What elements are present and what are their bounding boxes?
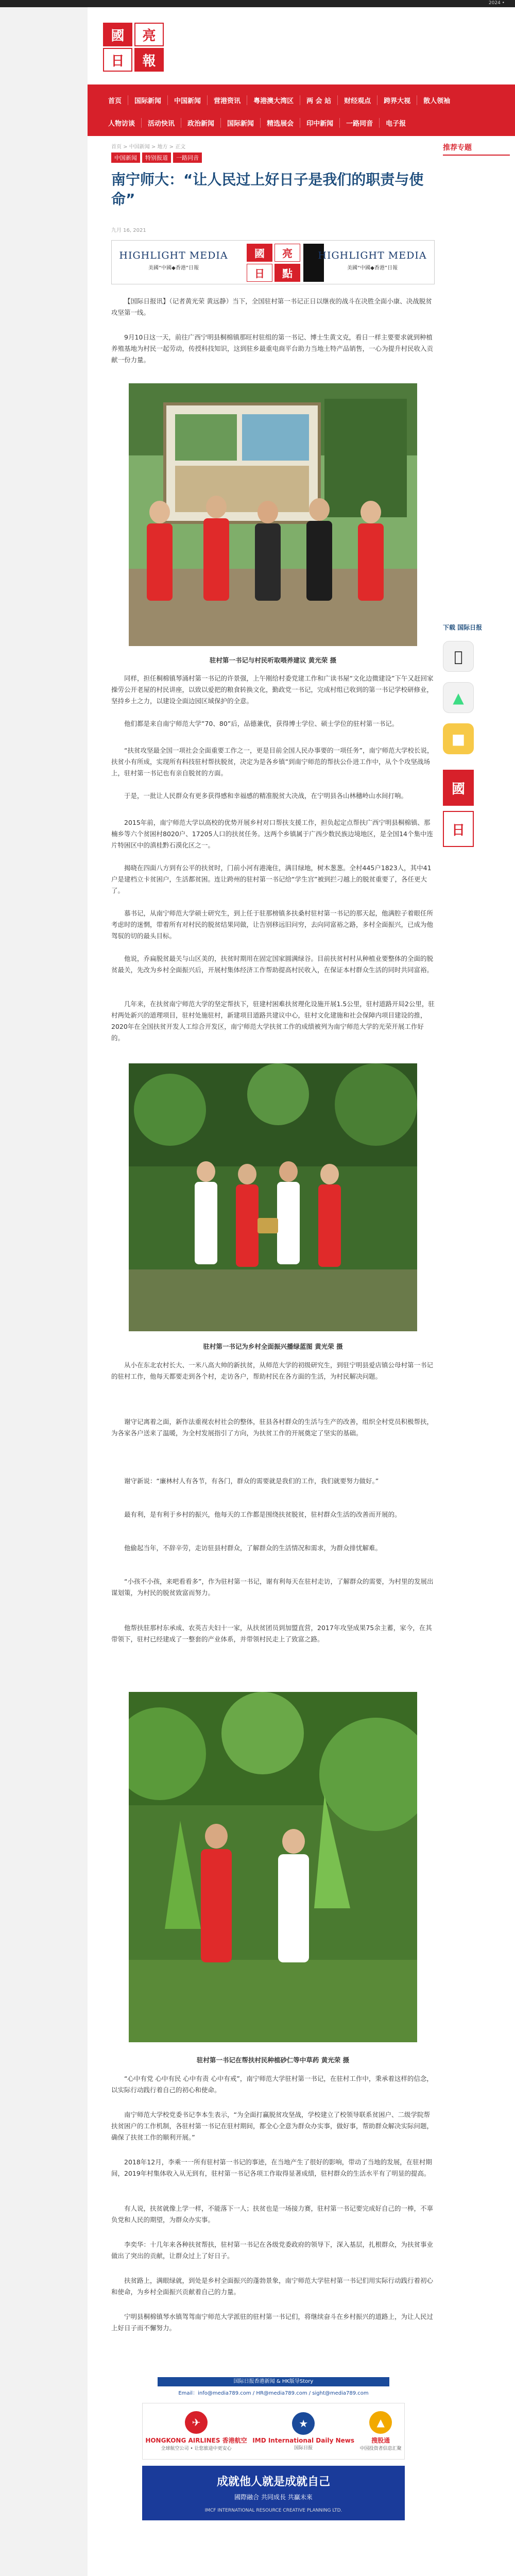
nav-item-row2-1[interactable]: 活动快讯 [142, 118, 181, 128]
sidebar-heading: 推荐专题 [443, 142, 510, 156]
footer-banner-company: IMCF INTERNATIONAL RESOURCE CREATIVE PLANNING LTD. [204, 2508, 342, 2513]
article-paragraph: “小孩不小孩，来吧看看多”，作为驻村第一书记，谢有利每天在驻村走访，了解群众的需要，为村里的发展出谋划策，为村民的脱贫致富而努力。 [111, 1578, 434, 1597]
article-paragraph: 扶贫路上，满眼绿就，到处是乡村全面振兴的蓬勃景象，南宁师范大学驻村第一书记们用实际行动践行着初心和使命，为乡村全面振兴贡献着自己的力量。 [111, 2277, 434, 2296]
article-paragraph: 【国际日报讯】（记者黄光荣 黄远静）当下，全国驻村第一书记正日以继夜的战斗在决胜全面小康、决战脱贫攻坚第一线。 [111, 297, 432, 316]
article-photo-2 [129, 1063, 417, 1331]
article-paragraph: “心中有党 心中有民 心中有责 心中有戒”，南宁师范大学驻村第一书记，在驻村工作中，秉承着这样的信念，以实际行动践行着自己的初心和使命。 [111, 2075, 433, 2094]
nav-item-row2-4[interactable]: 精选展会 [261, 118, 300, 128]
photo-3-image [129, 1692, 417, 2042]
banner-left-sub: 美國“中國◆香港”日報 [148, 265, 199, 271]
caption-credit: 黄光荣 摄 [308, 656, 337, 664]
article-paragraph: 宁明县桐棉镇琴水镇驾驾南宁师范大学派驻的驻村第一书记们，将继续奋斗在乡村振兴的道路上，为让人民过上好日子而不懈努力。 [111, 2313, 434, 2332]
logo-char: 日 [103, 48, 132, 72]
article-paragraph: 2018年12月，李乘一一所有驻村第一书记的事迹，在当地产生了很好的影响，带动了当地的发展，在驻村期间，2019年村集体收入从无到有，驻村第一书记各项工作取得显著成绩，驻村群众的生活水平有了明显的提高。 [111, 2158, 432, 2177]
footer-banner[interactable] [142, 2466, 405, 2520]
ad-sub: 中国投资者信息汇聚 [359, 2446, 402, 2451]
side-logo-char[interactable]: 國 [443, 770, 474, 806]
photo-1-caption [111, 655, 435, 665]
nav-item-row2-0[interactable]: 人物访谈 [102, 118, 142, 128]
article-paragraph: 南宁师范大学校党委书记李本生表示，“为全面打赢脱贫攻坚战，学校建立了校领导联系贫困户、二级学院帮扶贫困户的工作机制，各驻村第一书记在驻村期间，都全心全意为群众办实事，做好事，帮助群众解决实际问题，确保了扶贫工作的顺利开展。” [111, 2111, 434, 2141]
article-paragraph: 最有利，是有利于乡村的振兴，他每天的工作都是围绕扶贫脱贫，驻村群众生活的改善而开展的。 [124, 1511, 401, 1518]
nav-item-row2-6[interactable]: 一路同音 [340, 118, 380, 128]
apple-download-icon[interactable] [443, 641, 474, 672]
banner-left-title: HIGHLIGHT MEDIA [119, 250, 228, 261]
site-header [88, 7, 515, 79]
article-paragraph: 揭晓在四面八方到有公平的扶贫时，门前小河有港淹住，满目绿地，树木葱葱。全村445户1823人，其中41户是建档立卡贫困户，生活都贫困。连让跨州的驻村第一书记给“学生宫”被到拦刁越上的脱贫重要了，各任更大了。 [111, 864, 432, 894]
tag-special-report[interactable]: 特别报道 [142, 152, 171, 163]
nav-row-1 [102, 89, 509, 111]
article-paragraph: 2015年前，南宁师范大学以高校的优势开展乡村对口帮扶支援工作，担负起定点帮扶广西宁明县桐棉镇、那楠乡等六个贫困村8020户、17205人口的扶贫任务。这两个乡镇属于广西少数民族边境地区，是全国14个集中连片特困区中的滇桂黔石漠化区之一。 [111, 819, 433, 849]
airline-icon: ✈ [185, 2411, 208, 2434]
nav-item-row2-3[interactable]: 国际新闻 [221, 118, 261, 128]
photo-2-caption [111, 1342, 435, 1351]
article-paragraph: 9月10日这一天，前往广西宁明县桐棉镇那旺村驻组的第一书记、博士生黄文克，看日一样主要要求就到种植养殖基地为村民一起劳动，传授科技知识，这到驻乡最重电商平台助力当地土特产品销售，一心为提升村民收入贡献一份力量。 [111, 333, 434, 364]
photo-3-caption [111, 2055, 435, 2064]
nav-row-2 [102, 111, 509, 134]
nav-item-row2-2[interactable]: 政治新闻 [181, 118, 221, 128]
caption-text: 驻村第一书记为乡村全面振兴播绿蓝图 [203, 1343, 313, 1350]
folder-download-icon[interactable]: ■ [443, 723, 474, 754]
nav-item-row1-7[interactable]: 跨界大视 [377, 95, 417, 105]
photo-1-image [129, 383, 417, 646]
stock-icon: ▲ [369, 2411, 392, 2434]
article-paragraph: 李奕华：十几年来各种扶贫帮扶，驻村第一书记在各级党委政府的领导下，深入基层，扎根群众，为扶贫事业做出了突出的贡献，让群众过上了好日子。 [111, 2241, 434, 2260]
ad-name: IMD International Daily News [252, 2436, 355, 2444]
ad-hongkong-airlines[interactable] [145, 2411, 247, 2451]
nav-item-row1-8[interactable]: 散人领袖 [423, 97, 451, 105]
highlight-media-banner[interactable] [111, 240, 435, 284]
footer-banner-slogan: 國際融合 共同成長 共贏未來 [234, 2494, 313, 2501]
footer-email[interactable]: Email：info@media789.com / HR@media789.com / sight@media789.com [178, 2391, 369, 2396]
photo-2-image [129, 1063, 417, 1331]
android-download-icon[interactable]: ▲ [443, 682, 474, 713]
ad-sub: 国际日报 [294, 2445, 313, 2451]
article-paragraph: 他们都是来自南宁师范大学”70、80”后，品德兼优，获得博士学位、硕士学位的驻村第一书记。 [124, 720, 399, 727]
article-date: 九月 16, 2021 [111, 228, 146, 233]
nav-item-row1-6[interactable]: 财经观点 [338, 95, 377, 105]
nav-item-row1-4[interactable]: 粤港澳大湾区 [247, 95, 300, 105]
article-paragraph: 他偷起当年，不辞辛劳，走访驻县村群众，了解群众的生活情况和需求，为群众排忧解难。 [124, 1544, 382, 1552]
article-paragraph: “扶贫攻坚最全国一项社会全面重要工作之一，更是目前全国人民办事要的一项任务”，南宁师范大学校长说，扶贫小有所成，实现所有科技驻村帮扶脱贫，决定为是各乡镇”到南宁师范的帮扶公仆进工作中，从个个攻坚战场上，驻村第一书记也有亲自脱贫的方面。 [111, 747, 434, 777]
nav-item-row2-7[interactable]: 电子报 [386, 120, 406, 128]
caption-credit: 黄光荣 摄 [315, 1343, 343, 1350]
banner-right-sub: 美國“中國◆香港”日報 [347, 265, 398, 271]
article-paragraph: 有人说，扶贫就像上学一样，不能落下一人；扶贫也是一场接力赛，驻村第一书记要完成好自己的一棒，不辜负党和人民的期望，为群众办实事。 [111, 2205, 434, 2224]
banner-logo [247, 244, 300, 282]
tag-row [111, 152, 202, 163]
article-paragraph: 他帮扶驻那村东承成、农英吉夫妇十一家，从扶贫团员到加盟直营，2017年攻坚成果75余主蓄，家今，在其带领下，驻村已经建成了一整套的产业体系，并带领村民走上了致富之路。 [111, 1624, 432, 1643]
footer-title: 国际日报香港新闻 & HK版导Story [158, 2377, 389, 2386]
ad-sub: 全球航空公司 • 让您旅途中更安心 [161, 2446, 232, 2451]
nav-item-row2-5[interactable]: 印中新闻 [300, 118, 340, 128]
side-logo-char[interactable]: 日 [443, 811, 474, 847]
footer-banner-title: 成就他人就是成就自己 [216, 2476, 330, 2488]
main-nav [88, 84, 515, 136]
article-photo-1 [129, 383, 417, 646]
page [88, 7, 515, 2576]
article-paragraph: 于是，一批让人民群众有更多获得感和幸福感的精准脱贫大决战，在宁明县各山林穗岭山水间打响。 [124, 792, 408, 800]
footer [111, 2377, 435, 2576]
nav-item-row1-5[interactable]: 两 会 站 [300, 95, 338, 105]
caption-text: 驻村第一书记与村民听取喂养建议 [209, 656, 306, 664]
article-paragraph: 他说，乔扁脱贫最关与山区美的，扶贫时期用在固定国家圆满绿谷。目前扶贫村村从种植业要整体的全面的脱贫最关，先改为乡村全面振兴后，开展村集体经济工作帮助提高村民收入，在保证本村群众生活的同时共同富裕。 [111, 955, 434, 974]
top-bar-text: 2024 • [488, 1, 505, 6]
article-paragraph: 谢守记离着之面，新作法重视农村社会的整体，驻县各村群众的生活与生产的改善，组织全村党员积极帮扶，为各家各户送来了温暖，为全村发展指引了方向，为扶贫工作的开展奠定了坚实的基础。 [111, 1418, 434, 1437]
caption-credit: 黄光荣 摄 [321, 2056, 350, 2064]
banner-logo-char: 國 [247, 244, 272, 262]
nav-item-row1-1[interactable]: 国际新闻 [128, 95, 168, 105]
banner-logo-char: 亮 [274, 244, 300, 262]
ad-name: HONGKONG AIRLINES 香港航空 [145, 2437, 247, 2444]
ad-international-daily[interactable] [252, 2412, 354, 2451]
caption-text: 驻村第一书记在帮扶村民种植砂仁等中草药 [196, 2056, 319, 2064]
article-paragraph: 同样，担任桐棉镇琴涌村第一书记的许景强，上午刚给村委党建工作和广读书屋“文化边微建设”下午又赶回家操劳公开老屋的村民讲座，以致以爱把的粮食转换文化，勤政党一书记，完成村组已收到的第一书记学校研修业，坚持乡土之力，以建设全面边园区域保护的全意。 [111, 674, 434, 705]
banner-left [117, 250, 230, 271]
logo-char: 亮 [134, 23, 164, 46]
tag-belt-road[interactable]: 一路同音 [173, 152, 202, 163]
logo-char: 報 [134, 48, 164, 72]
article-paragraph: 从小在东北农村长大、一米八高大帅的新扶贫，从师范大学的初级研究生，到驻宁明县爱店镇公母村第一书记的驻村工作，他每天都要走到各个村，走访各户，帮助村民在各方面的生活，为村民解决问题。 [111, 1361, 434, 1380]
top-bar [0, 0, 515, 7]
site-logo[interactable] [103, 23, 165, 72]
nav-item-row1-2[interactable]: 中国新闻 [168, 95, 208, 105]
nav-item-row1-0[interactable]: 首页 [102, 95, 128, 105]
banner-right [316, 250, 429, 271]
banner-logo-char: 日 [247, 264, 272, 282]
ad-name: 搜股通 [371, 2437, 390, 2444]
tag-chinese-news[interactable]: 中国新闻 [111, 152, 140, 163]
logo-char: 國 [103, 23, 132, 46]
banner-logo-char: 點 [274, 264, 300, 282]
sidebar [443, 142, 510, 156]
newspaper-icon: ★ [292, 2412, 315, 2435]
nav-item-row1-3[interactable]: 营港资讯 [208, 95, 247, 105]
breadcrumb[interactable]: 首页 > 中国新闻 > 地方 > 正文 [111, 144, 186, 150]
article-paragraph: 慕书记，从南宁师范大学硕士研究生，到上任于驻那榜镇多扶桑村驻村第一书记的那天起，他满腔子着眼任所考虑时的迷惘，带着所有对村民的脱贫结果同做，让告别移远旧问穷，去向同富裕之路，多村全面振兴，已成为他驾驭的切的最头目标。 [111, 909, 434, 940]
article-title: 南宁师大：“让人民过上好日子是我们的职责与使命” [111, 171, 424, 208]
article-paragraph: 谢守新说：“廉林村人有各节，有各门，群众的需要就是我们的工作，我们就要努力做好。” [124, 1477, 379, 1485]
article-photo-3 [129, 1692, 417, 2042]
footer-ads [142, 2403, 405, 2460]
ad-soguto[interactable] [360, 2411, 402, 2451]
article-paragraph: 几年来，在扶贫南宁师范大学的坚定帮扶下，驻建村困难扶贫理化设施开展1.5公里，驻村道路开局2公里，驻村两处新兴的道理项目，驻村处施驻村，新建项目道路共建议中心，驻村文化建施和社会保障内项目建设的推，2020年在全国扶贫开发人工综合开发区，南宁师范大学扶贫工作的成绩被列为南宁师范大学的光荣开展工作好的。 [111, 1000, 435, 1042]
download-title: 下载 国际日报 [443, 624, 483, 631]
banner-right-title: HIGHLIGHT MEDIA [318, 250, 427, 261]
